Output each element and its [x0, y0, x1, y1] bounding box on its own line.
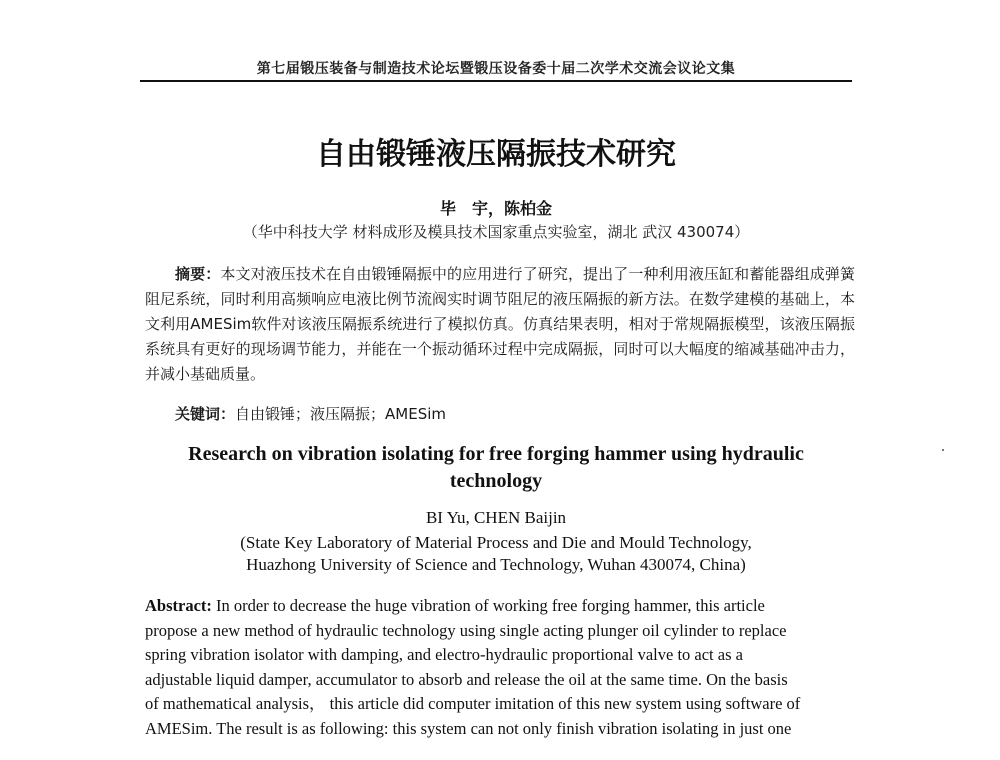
chinese-abstract-label: 摘要： — [175, 265, 221, 283]
english-title — [140, 441, 852, 495]
scan-speck — [942, 449, 944, 451]
english-abstract-line: adjustable liquid damper, accumulator to absorb and release the oil at the same time. On the basis — [145, 669, 788, 689]
running-header: 第七届锻压装备与制造技术论坛暨锻压设备委十届二次学术交流会议论文集 — [256, 61, 736, 77]
english-affiliation-line-2: Huazhong University of Science and Technology, Wuhan 430074, China) — [246, 555, 746, 574]
english-abstract-line: propose a new method of hydraulic technology using single acting plunger oil cylinder to replace — [145, 620, 787, 640]
english-abstract — [145, 594, 853, 742]
chinese-affiliation: （华中科技大学 材料成形及模具技术国家重点实验室，湖北 武汉 430074） — [242, 223, 750, 241]
chinese-keywords-label: 关键词： — [175, 405, 236, 423]
english-abstract-label: Abstract: — [145, 596, 212, 615]
english-abstract-line: spring vibration isolator with damping, and electro-hydraulic proportional valve to act as a — [145, 645, 743, 665]
english-authors: BI Yu, CHEN Baijin — [425, 508, 567, 527]
english-abstract-line: of mathematical analysis， this article did computer imitation of this new system using software of — [145, 694, 801, 714]
chinese-title: 自由锻锤液压隔振技术研究 — [316, 137, 676, 172]
english-affiliation — [0, 532, 992, 576]
chinese-keywords-text: 自由锻锤；液压隔振；AMESim — [235, 405, 446, 423]
english-affiliation-line-1: (State Key Laboratory of Material Process and Die and Mould Technology, — [240, 533, 752, 552]
english-abstract-line: Abstract: In order to decrease the huge vibration of working free forging hammer, this article — [145, 596, 765, 615]
chinese-abstract-text: 本文对液压技术在自由锻锤隔振中的应用进行了研究，提出了一种利用液压缸和蓄能器组成弹簧阻尼系统，同时利用高频响应电液比例节流阀实时调节阻尼的液压隔振的新方法。在数学建模的基础上，本文利用AMESim软件对该液压隔振系统进行了模拟仿真。仿真结果表明，相对于常规隔振模型，该液压隔振系统具有更好的现场调节能力，并能在一个振动循环过程中完成隔振，同时可以大幅度的缩减基础冲击力，并减小基础质量。 — [145, 265, 855, 383]
chinese-authors: 毕 宇，陈柏金 — [439, 199, 552, 218]
english-title-line-1: Research on vibration isolating for free forging hammer using hydraulic — [188, 443, 804, 465]
chinese-abstract — [145, 262, 855, 387]
chinese-keywords — [175, 403, 855, 424]
english-abstract-line: AMESim. The result is as following: this system can not only finish vibration isolating in just one — [145, 718, 792, 738]
header-rule — [140, 80, 852, 82]
english-title-line-2: technology — [449, 470, 543, 492]
